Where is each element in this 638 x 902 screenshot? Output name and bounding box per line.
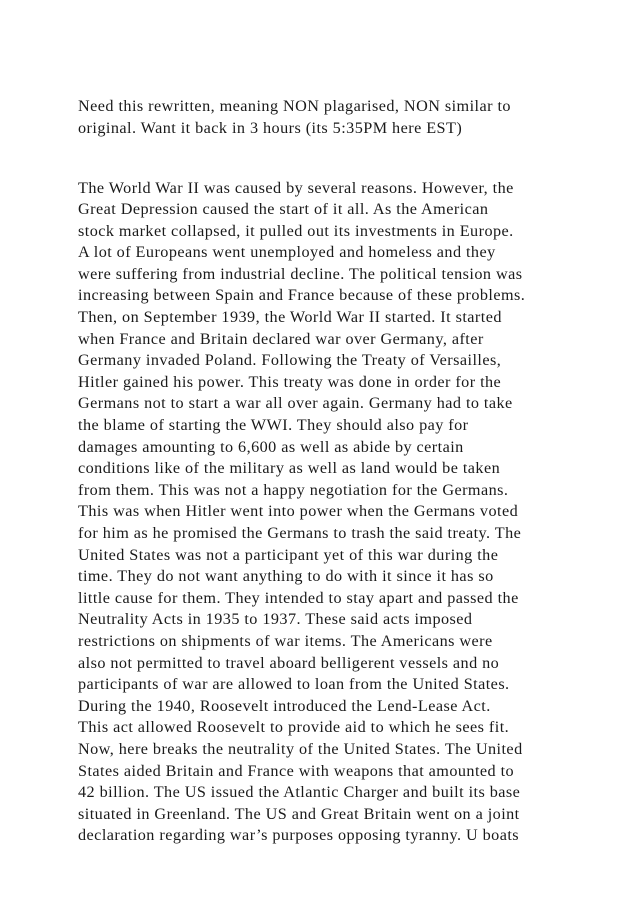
text-line: Need this rewritten, meaning NON plagarised, NON similar to [78, 97, 511, 115]
text-line: from them. This was not a happy negotiation for the Germans. [78, 480, 509, 499]
text-line: United States was not a participant yet of this war during the [78, 545, 499, 564]
text-line: participants of war are allowed to loan from the United States. [78, 675, 510, 694]
text-line: the blame of starting the WWI. They should also pay for [78, 416, 469, 435]
text-line: This was when Hitler went into power when the Germans voted [78, 502, 519, 521]
text-line: situated in Greenland. The US and Great Britain went on a joint [78, 804, 520, 823]
text-line: also not permitted to travel aboard belligerent vessels and no [78, 653, 500, 672]
text-line: Neutrality Acts in 1935 to 1937. These said acts imposed [78, 610, 473, 629]
text-line: 42 billion. The US issued the Atlantic Charger and built its base [78, 783, 521, 802]
essay-paragraph [78, 178, 525, 847]
text-line: A lot of Europeans went unemployed and homeless and they [78, 243, 496, 262]
text-line: were suffering from industrial decline. The political tension was [78, 264, 523, 283]
text-line: This act allowed Roosevelt to provide aid to which he sees fit. [78, 718, 510, 737]
text-line: The World War II was caused by several reasons. However, the [78, 178, 514, 197]
text-line: when France and Britain declared war over Germany, after [78, 329, 484, 348]
text-line: Germany invaded Poland. Following the Treaty of Versailles, [78, 351, 502, 370]
text-line: damages amounting to 6,600 as well as abide by certain [78, 437, 464, 456]
text-line: time. They do not want anything to do with it since it has so [78, 567, 494, 586]
text-line: increasing between Spain and France because of these problems. [78, 286, 526, 305]
text-line: declaration regarding war’s purposes opposing tyranny. U boats [78, 826, 520, 845]
text-line: restrictions on shipments of war items. The Americans were [78, 631, 493, 650]
text-line: little cause for them. They intended to stay apart and passed the [78, 588, 519, 607]
text-line: Then, on September 1939, the World War II started. It started [78, 308, 502, 327]
text-line: stock market collapsed, it pulled out its investments in Europe. [78, 221, 514, 240]
text-line: for him as he promised the Germans to trash the said treaty. The [78, 524, 522, 542]
text-line: conditions like of the military as well as land would be taken [78, 459, 501, 478]
text-line: Great Depression caused the start of it all. As the American [78, 200, 489, 219]
text-line: Hitler gained his power. This treaty was done in order for the [78, 372, 502, 391]
text-line: During the 1940, Roosevelt introduced the Lend-Lease Act. [78, 696, 491, 715]
text-line: States aided Britain and France with weapons that amounted to [78, 761, 515, 780]
text-line: Now, here breaks the neutrality of the United States. The United [78, 739, 523, 758]
request-paragraph [78, 96, 511, 139]
text-line: original. Want it back in 3 hours (its 5:35PM here EST) [78, 118, 463, 137]
text-line: Germans not to start a war all over again. Germany had to take [78, 394, 513, 413]
